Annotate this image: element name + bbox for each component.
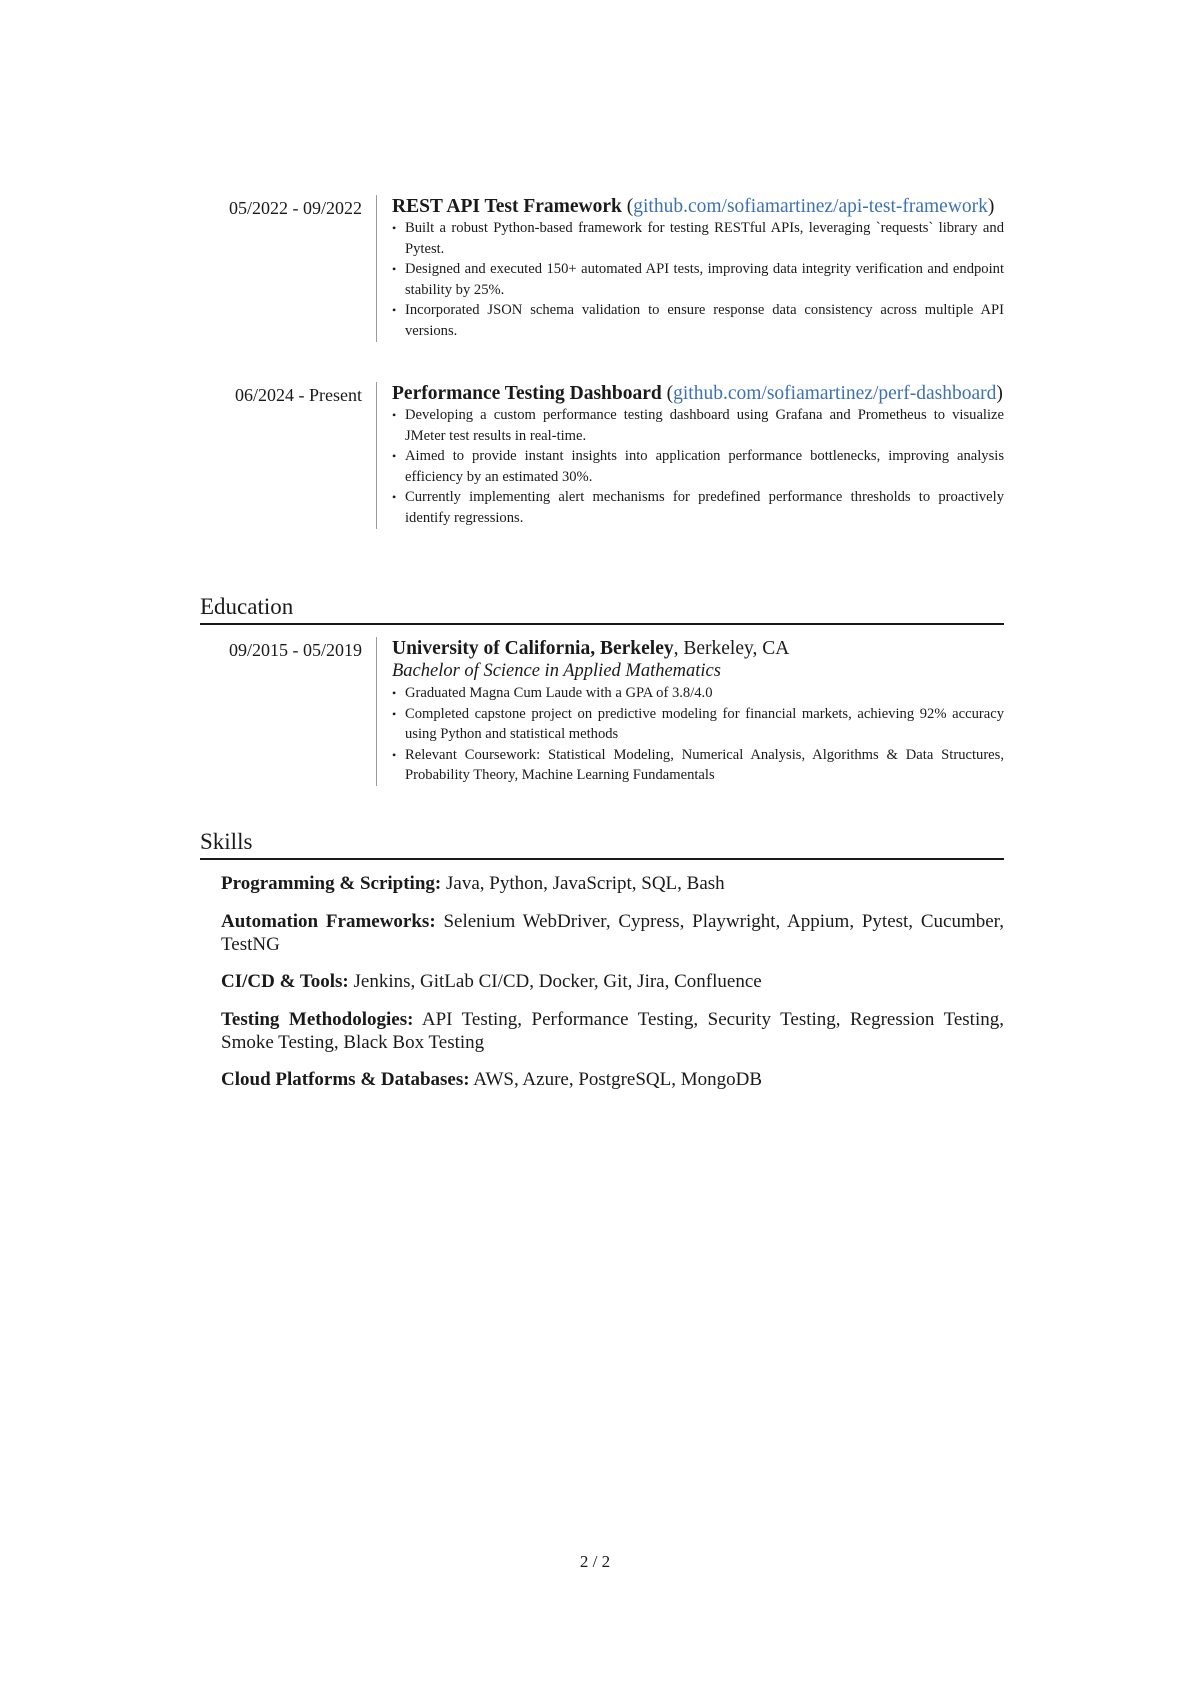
list-item: • Built a robust Python-based framework for testing RESTful APIs, leveraging `requests` library and Pytest.	[392, 218, 1004, 259]
skill-row	[221, 910, 1004, 956]
skill-value: Java, Python, JavaScript, SQL, Bash	[441, 873, 725, 894]
section-heading-education: Education	[200, 593, 1004, 625]
education-heading	[392, 637, 1004, 660]
project-entry	[200, 195, 1004, 342]
skill-label: Programming & Scripting:	[221, 873, 442, 894]
link-paren-open: (	[661, 383, 674, 404]
skill-row	[221, 1008, 1004, 1054]
list-item: • Aimed to provide instant insights into application performance bottlenecks, improving analysis efficiency by an estimated 30%.	[392, 446, 1004, 487]
institution-name: University of California, Berkeley	[392, 638, 674, 659]
project-date: 06/2024 - Present	[235, 385, 362, 405]
project-repo-link[interactable]: github.com/sofiamartinez/perf-dashboard	[673, 383, 997, 404]
education-entry	[200, 637, 1004, 786]
skill-row	[221, 1068, 1004, 1091]
education-body	[376, 637, 1004, 786]
project-body	[376, 382, 1004, 529]
project-repo-link[interactable]: github.com/sofiamartinez/api-test-framework	[633, 196, 988, 217]
skill-value: AWS, Azure, PostgreSQL, MongoDB	[469, 1069, 763, 1090]
list-item: • Graduated Magna Cum Laude with a GPA of 3.8/4.0	[392, 683, 1004, 704]
skill-row	[221, 872, 1004, 895]
project-body	[376, 195, 1004, 342]
skill-row	[221, 970, 1004, 993]
page-number: 2 / 2	[579, 1552, 611, 1571]
project-heading	[392, 382, 1004, 405]
skill-label: Testing Methodologies:	[221, 1008, 414, 1030]
list-item: • Completed capstone project on predictive modeling for financial markets, achieving 92% accuracy using Python and statistical methods	[392, 704, 1004, 745]
section-heading-skills: Skills	[200, 828, 1004, 860]
list-item: • Developing a custom performance testing dashboard using Grafana and Prometheus to visualize JMeter test results in real-time.	[392, 405, 1004, 446]
link-paren-close: )	[987, 196, 995, 217]
project-title: REST API Test Framework	[392, 196, 622, 217]
project-bullet-list	[392, 218, 1004, 342]
link-paren-close: )	[996, 383, 1003, 404]
skills-list	[221, 872, 1004, 1106]
project-entry	[200, 382, 1004, 529]
list-item: • Incorporated JSON schema validation to ensure response data consistency across multiple API versions.	[392, 300, 1004, 341]
skill-value: Selenium WebDriver, Cypress, Playwright, Appium, Pytest, Cucumber, TestNG	[221, 910, 1004, 955]
education-bullet-list	[392, 683, 1004, 786]
list-item: • Currently implementing alert mechanisms for predefined performance thresholds to proactively identify regressions.	[392, 487, 1004, 528]
education-date: 09/2015 - 05/2019	[229, 640, 362, 660]
project-heading	[392, 195, 1004, 218]
link-paren-open: (	[621, 196, 634, 217]
list-item: • Relevant Coursework: Statistical Modeling, Numerical Analysis, Algorithms & Data Structures, Probability Theory, Machine Learning Fundamentals	[392, 745, 1004, 786]
degree-title: Bachelor of Science in Applied Mathematics	[392, 661, 721, 681]
skill-label: Cloud Platforms & Databases:	[221, 1069, 470, 1090]
project-date: 05/2022 - 09/2022	[229, 198, 362, 218]
skill-label: Automation Frameworks:	[221, 910, 436, 932]
project-bullet-list	[392, 405, 1004, 529]
project-title: Performance Testing Dashboard	[392, 383, 662, 404]
skill-value: Jenkins, GitLab CI/CD, Docker, Git, Jira, Confluence	[348, 971, 762, 992]
institution-location: , Berkeley, CA	[673, 638, 790, 659]
skill-value: API Testing, Performance Testing, Security Testing, Regression Testing, Smoke Testing, Black Box Testing	[221, 1008, 1004, 1053]
skill-label: CI/CD & Tools:	[221, 971, 349, 992]
list-item: • Designed and executed 150+ automated API tests, improving data integrity verification and endpoint stability by 25%.	[392, 259, 1004, 300]
